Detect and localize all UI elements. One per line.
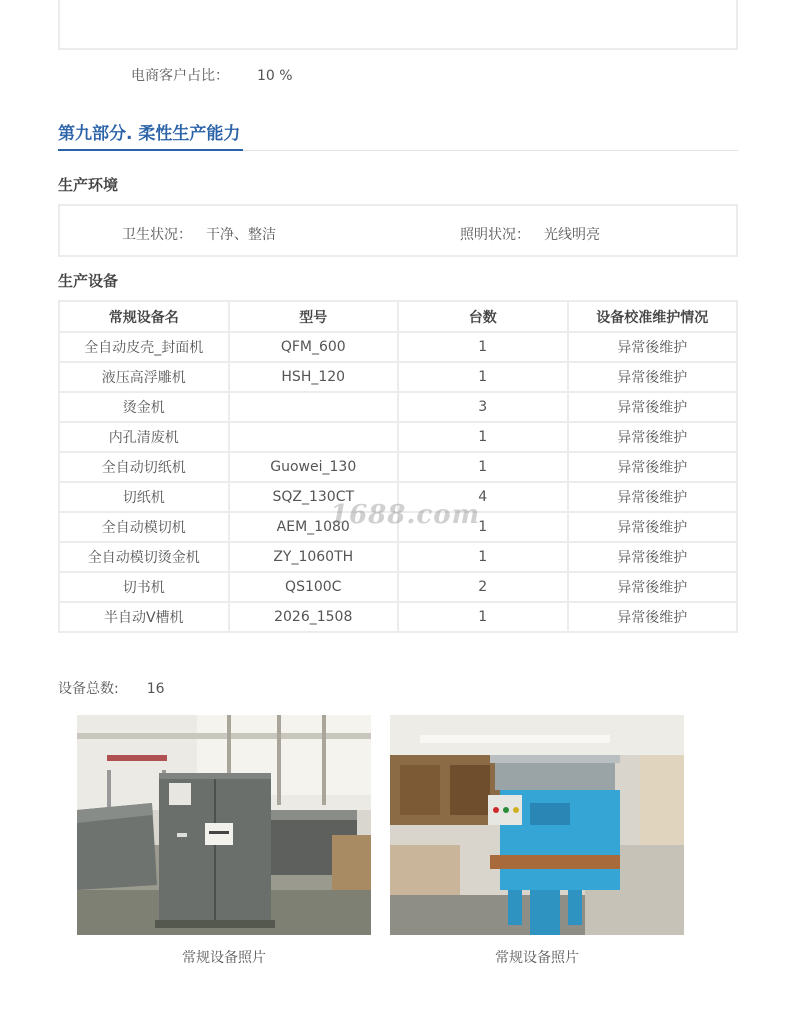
table-row — [59, 572, 737, 602]
cell-count: 1 — [398, 422, 568, 452]
cell-name: 全自动模切烫金机 — [59, 542, 229, 572]
cell-count: 1 — [398, 602, 568, 632]
cell-name: 切书机 — [59, 572, 229, 602]
lighting-label: 照明状况： — [460, 227, 530, 243]
equipment-total-value: 16 — [146, 681, 165, 697]
photo-caption-2: 常规设备照片 — [495, 950, 579, 966]
cell-model: HSH_120 — [229, 362, 399, 392]
equipment-photo-cabinet — [77, 715, 371, 935]
hygiene-label: 卫生状况： — [122, 227, 192, 243]
photo-caption-1: 常规设备照片 — [182, 950, 266, 966]
cell-count: 1 — [398, 362, 568, 392]
header-model: 型号 — [229, 301, 399, 332]
header-maintenance: 设备校准维护情况 — [568, 301, 738, 332]
cell-count: 1 — [398, 512, 568, 542]
environment-box — [58, 204, 738, 257]
header-count: 台数 — [398, 301, 568, 332]
cell-name: 切纸机 — [59, 482, 229, 512]
previous-section-box — [58, 0, 738, 50]
cell-model: ZY_1060TH — [229, 542, 399, 572]
table-row — [59, 452, 737, 482]
cell-model: Guowei_130 — [229, 452, 399, 482]
cell-name: 全自动皮壳_封面机 — [59, 332, 229, 362]
lighting-status — [460, 224, 600, 244]
section-title: 第九部分. 柔性生产能力 — [58, 124, 241, 144]
cell-count: 2 — [398, 572, 568, 602]
cell-maintenance: 异常後维护 — [568, 392, 738, 422]
cell-name: 烫金机 — [59, 392, 229, 422]
cell-maintenance: 异常後维护 — [568, 362, 738, 392]
cell-count: 1 — [398, 452, 568, 482]
cell-model — [229, 422, 399, 452]
table-row — [59, 392, 737, 422]
table-row — [59, 362, 737, 392]
cell-maintenance: 异常後维护 — [568, 602, 738, 632]
cell-model: QS100C — [229, 572, 399, 602]
environment-title: 生产环境 — [58, 176, 119, 194]
cell-name: 液压高浮雕机 — [59, 362, 229, 392]
ecommerce-ratio-label: 电商客户占比： — [131, 68, 229, 84]
equipment-total-label: 设备总数: — [58, 681, 119, 697]
cell-model: AEM_1080 — [229, 512, 399, 542]
cell-maintenance: 异常後维护 — [568, 422, 738, 452]
cell-maintenance: 异常後维护 — [568, 482, 738, 512]
cell-count: 4 — [398, 482, 568, 512]
cell-maintenance: 异常後维护 — [568, 452, 738, 482]
cell-maintenance: 异常後维护 — [568, 512, 738, 542]
section-title-underline — [58, 149, 243, 151]
cell-name: 全自动模切机 — [59, 512, 229, 542]
cell-count: 3 — [398, 392, 568, 422]
table-row — [59, 602, 737, 632]
cell-count: 1 — [398, 332, 568, 362]
table-row — [59, 332, 737, 362]
hygiene-value: 干净、整洁 — [206, 227, 276, 243]
lighting-value: 光线明亮 — [544, 227, 600, 243]
watermark: 1688.com — [330, 500, 481, 530]
cell-name: 全自动切纸机 — [59, 452, 229, 482]
cell-model: 2026_1508 — [229, 602, 399, 632]
hygiene-status — [122, 224, 276, 244]
cell-model: QFM_600 — [229, 332, 399, 362]
equipment-title: 生产设备 — [58, 272, 119, 290]
cell-count: 1 — [398, 542, 568, 572]
cell-name: 内孔清废机 — [59, 422, 229, 452]
table-row — [59, 422, 737, 452]
cell-name: 半自动V槽机 — [59, 602, 229, 632]
cell-model — [229, 392, 399, 422]
cell-maintenance: 异常後维护 — [568, 332, 738, 362]
table-header-row — [59, 301, 737, 332]
cell-maintenance: 异常後维护 — [568, 572, 738, 602]
equipment-photo-stamping-machine — [390, 715, 684, 935]
cell-maintenance: 异常後维护 — [568, 542, 738, 572]
header-name: 常规设备名 — [59, 301, 229, 332]
cell-model: SQZ_130CT — [229, 482, 399, 512]
ecommerce-ratio-value: 10 % — [257, 68, 293, 84]
table-row — [59, 542, 737, 572]
equipment-total — [58, 678, 165, 698]
equipment-table — [58, 300, 738, 633]
ecommerce-ratio — [131, 65, 293, 85]
